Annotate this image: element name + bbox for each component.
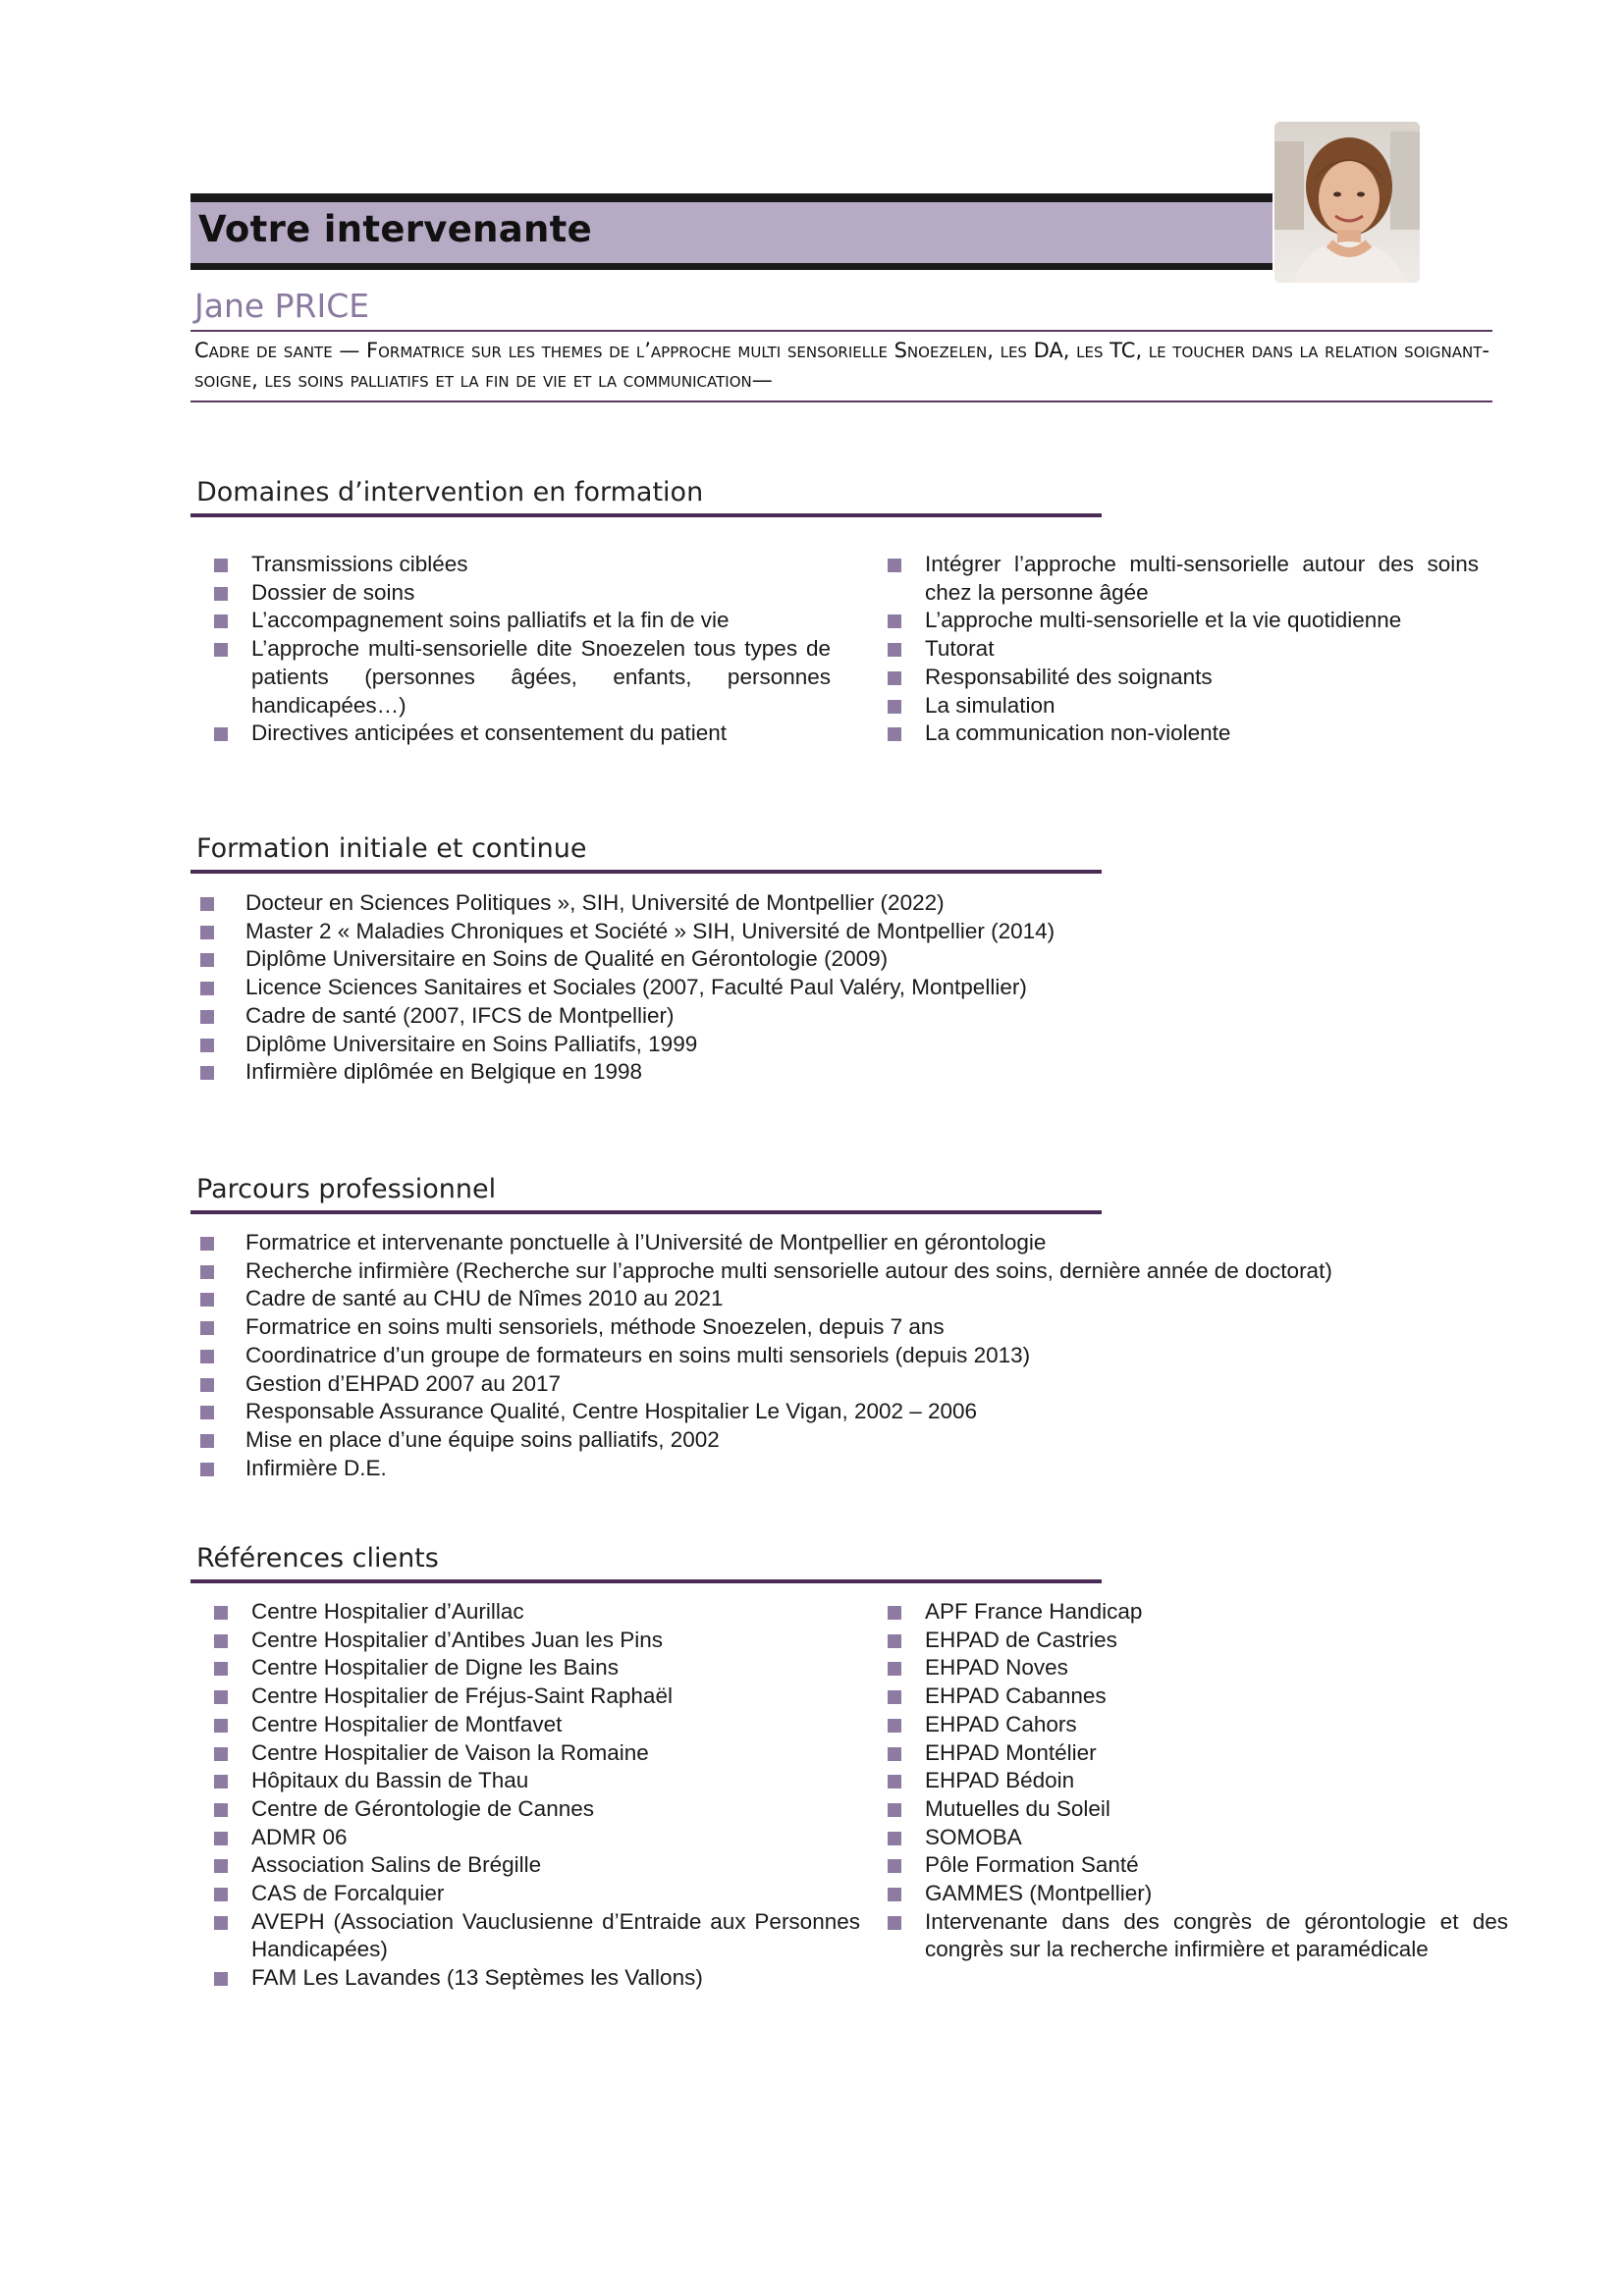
list-item [200,1654,860,1682]
list-item-text: CAS de Forcalquier [251,1881,445,1906]
list-item [874,1739,1508,1768]
list-item [874,1767,1508,1795]
list-item-text: Centre Hospitalier de Vaison la Romaine [251,1739,649,1765]
square-bullet-icon [214,614,228,628]
list-item-text: Pôle Formation Santé [925,1852,1139,1878]
list-item [874,1627,1508,1655]
references-list-left [200,1598,860,1993]
list-item [874,635,1479,664]
square-bullet-icon [214,1747,228,1761]
list-item [874,1851,1508,1880]
domaines-list-left [200,551,831,748]
list-item [194,1313,1530,1342]
list-item-text: Recherche infirmière (Recherche sur l’approche multi sensorielle autour des soins, dernière année de doctorat) [245,1257,1332,1283]
list-item-text: Coordinatrice d’un groupe de formateurs en soins multi sensoriels (depuis 2013) [245,1342,1031,1367]
square-bullet-icon [200,953,214,967]
square-bullet-icon [214,1916,228,1930]
square-bullet-icon [888,1662,901,1676]
list-item-text: Diplôme Universitaire en Soins Palliatifs, 1999 [245,1031,698,1056]
square-bullet-icon [888,727,901,741]
list-item-text: EHPAD Noves [925,1655,1068,1681]
square-bullet-icon [214,727,228,741]
parcours-list [194,1229,1530,1482]
list-item [194,1257,1530,1286]
list-item-text: Cadre de santé au CHU de Nîmes 2010 au 2021 [245,1286,724,1311]
section-title-domaines: Domaines d’intervention en formation [196,477,704,507]
list-item-text: Responsabilité des soignants [925,664,1213,689]
list-item [194,974,1490,1002]
list-item [194,945,1490,974]
square-bullet-icon [888,700,901,714]
list-item-text: Centre Hospitalier de Digne les Bains [251,1655,619,1681]
list-item [200,551,831,579]
list-item [194,1370,1530,1399]
list-item-text: Association Salins de Brégille [251,1852,542,1878]
square-bullet-icon [200,1434,214,1448]
list-item-text: Diplôme Universitaire en Soins de Qualité en Gérontologie (2009) [245,946,889,972]
section-title-parcours: Parcours professionnel [196,1174,497,1204]
list-item-text: Responsable Assurance Qualité, Centre Hospitalier Le Vigan, 2002 – 2006 [245,1399,978,1424]
square-bullet-icon [888,1719,901,1733]
list-item-text: La communication non-violente [925,721,1231,746]
list-item-text: L’approche multi-sensorielle et la vie quotidienne [925,608,1402,633]
list-item-text: GAMMES (Montpellier) [925,1881,1153,1906]
square-bullet-icon [200,1463,214,1476]
section-title-formation: Formation initiale et continue [196,833,587,864]
square-bullet-icon [200,926,214,939]
list-item-text: EHPAD de Castries [925,1627,1117,1652]
list-item [194,889,1490,918]
list-item-text: Gestion d’EHPAD 2007 au 2017 [245,1370,562,1396]
list-item [874,551,1479,607]
square-bullet-icon [214,1606,228,1620]
square-bullet-icon [214,587,228,601]
square-bullet-icon [214,1972,228,1986]
list-item [200,1795,860,1824]
list-item [194,1342,1530,1370]
list-item [194,1285,1530,1313]
square-bullet-icon [200,897,214,911]
list-item-text: AVEPH (Association Vauclusienne d’Entraide aux Personnes Handicapées) [251,1908,860,1962]
list-item [200,579,831,608]
square-bullet-icon [888,1888,901,1901]
list-item-text: L’approche multi-sensorielle dite Snoezelen tous types de patients (personnes âgées, enfants, personnes handicapées…) [251,636,831,718]
square-bullet-icon [888,614,901,628]
list-item-text: La simulation [925,692,1056,718]
person-name: Jane PRICE [194,287,370,325]
list-item-text: Licence Sciences Sanitaires et Sociales (2007, Faculté Paul Valéry, Montpellier) [245,975,1027,1000]
list-item [200,1908,860,1964]
list-item [874,1795,1508,1824]
list-item-text: Docteur en Sciences Politiques », SIH, Université de Montpellier (2022) [245,890,945,915]
square-bullet-icon [200,982,214,995]
list-item [194,1398,1530,1426]
square-bullet-icon [200,1039,214,1052]
square-bullet-icon [214,1690,228,1704]
list-item-text: Mutuelles du Soleil [925,1795,1110,1821]
list-item [874,664,1479,692]
square-bullet-icon [200,1066,214,1080]
list-item-text: Mise en place d’une équipe soins palliatifs, 2002 [245,1426,720,1452]
list-item [874,1824,1508,1852]
square-bullet-icon [200,1265,214,1279]
section-rule-references [190,1579,1102,1583]
list-item [874,1880,1508,1908]
name-rule [190,330,1492,332]
list-item-text: EHPAD Montélier [925,1739,1097,1765]
square-bullet-icon [888,1775,901,1789]
list-item [194,1002,1490,1031]
square-bullet-icon [200,1406,214,1419]
list-item [200,635,831,720]
list-item-text: FAM Les Lavandes (13 Septèmes les Vallons) [251,1965,703,1991]
list-item-text: Dossier de soins [251,579,415,605]
square-bullet-icon [214,1803,228,1817]
title-banner [190,202,1272,263]
list-item [874,1598,1508,1627]
list-item [194,1229,1530,1257]
list-item-text: L’accompagnement soins palliatifs et la fin de vie [251,608,730,633]
square-bullet-icon [888,1916,901,1930]
list-item [194,1031,1490,1059]
references-list-right [874,1598,1508,1964]
square-bullet-icon [200,1237,214,1251]
list-item [194,918,1490,946]
list-item [874,1654,1508,1682]
square-bullet-icon [200,1350,214,1363]
section-title-references: Références clients [196,1543,439,1574]
section-rule-domaines [190,513,1102,517]
list-item [200,1627,860,1655]
list-item [200,1824,860,1852]
list-item [874,607,1479,635]
square-bullet-icon [200,1010,214,1024]
list-item-text: EHPAD Bédoin [925,1768,1075,1793]
section-rule-parcours [190,1210,1102,1214]
square-bullet-icon [214,1775,228,1789]
portrait-photo [1274,122,1420,283]
list-item [200,607,831,635]
square-bullet-icon [214,1888,228,1901]
list-item [874,1711,1508,1739]
subtitle-rule [190,400,1492,402]
list-item [200,1682,860,1711]
square-bullet-icon [888,559,901,572]
square-bullet-icon [214,643,228,657]
list-item [200,1767,860,1795]
square-bullet-icon [888,1634,901,1648]
list-item-text: Centre de Gérontologie de Cannes [251,1795,594,1821]
square-bullet-icon [214,1859,228,1873]
list-item-text: Intervenante dans des congrès de gérontologie et des congrès sur la recherche infirmière et paramédicale [925,1908,1508,1962]
list-item-text: Intégrer l’approche multi-sensorielle autour des soins chez la personne âgée [925,552,1479,605]
list-item-text: Directives anticipées et consentement du patient [251,721,728,746]
square-bullet-icon [214,1832,228,1845]
list-item-text: Formatrice et intervenante ponctuelle à l’Université de Montpellier en gérontologie [245,1230,1047,1255]
square-bullet-icon [888,1747,901,1761]
list-item [194,1455,1530,1483]
square-bullet-icon [200,1293,214,1307]
list-item [200,1880,860,1908]
list-item-text: Centre Hospitalier de Fréjus-Saint Raphaël [251,1683,673,1709]
domaines-list-right [874,551,1479,748]
square-bullet-icon [888,1859,901,1873]
list-item-text: Tutorat [925,636,995,662]
list-item-text: APF France Handicap [925,1599,1143,1624]
list-item [200,1739,860,1768]
list-item [200,720,831,748]
list-item-text: EHPAD Cahors [925,1711,1077,1736]
square-bullet-icon [214,1719,228,1733]
list-item [200,1964,860,1993]
square-bullet-icon [888,1803,901,1817]
list-item [874,1908,1508,1964]
list-item-text: EHPAD Cabannes [925,1683,1107,1709]
banner-bottom-rule [190,263,1272,270]
square-bullet-icon [888,1690,901,1704]
list-item-text: Formatrice en soins multi sensoriels, méthode Snoezelen, depuis 7 ans [245,1314,945,1340]
list-item-text: ADMR 06 [251,1824,348,1849]
list-item-text: Centre Hospitalier d’Antibes Juan les Pins [251,1627,663,1652]
list-item-text: Transmissions ciblées [251,552,468,576]
list-item-text: Cadre de santé (2007, IFCS de Montpellier) [245,1002,675,1028]
list-item [200,1598,860,1627]
list-item-text: Infirmière D.E. [245,1455,387,1480]
list-item-text: Infirmière diplômée en Belgique en 1998 [245,1059,643,1085]
list-item-text: Centre Hospitalier de Montfavet [251,1711,563,1736]
section-rule-formation [190,870,1102,874]
list-item [874,720,1479,748]
square-bullet-icon [214,1634,228,1648]
square-bullet-icon [888,1606,901,1620]
job-subtitle: Cadre de sante — Formatrice sur les themes de l’approche multi sensorielle Snoezelen, les DA, les TC, le toucher dans la relation soignant-soigne, les soins palliatifs et la fin de vie et la communication— [194,339,1489,392]
list-item [200,1711,860,1739]
list-item [874,692,1479,721]
square-bullet-icon [888,1832,901,1845]
square-bullet-icon [200,1321,214,1335]
square-bullet-icon [214,559,228,572]
list-item [200,1851,860,1880]
list-item-text: SOMOBA [925,1824,1022,1849]
page-title: Votre intervenante [198,208,593,250]
list-item-text: Hôpitaux du Bassin de Thau [251,1768,529,1793]
square-bullet-icon [200,1378,214,1392]
banner-top-rule [190,193,1272,202]
list-item [194,1426,1530,1455]
formation-list [194,889,1490,1087]
square-bullet-icon [214,1662,228,1676]
list-item [874,1682,1508,1711]
list-item [194,1058,1490,1087]
square-bullet-icon [888,643,901,657]
list-item-text: Master 2 « Maladies Chroniques et Société » SIH, Université de Montpellier (2014) [245,918,1056,943]
list-item-text: Centre Hospitalier d’Aurillac [251,1599,524,1624]
square-bullet-icon [888,671,901,685]
